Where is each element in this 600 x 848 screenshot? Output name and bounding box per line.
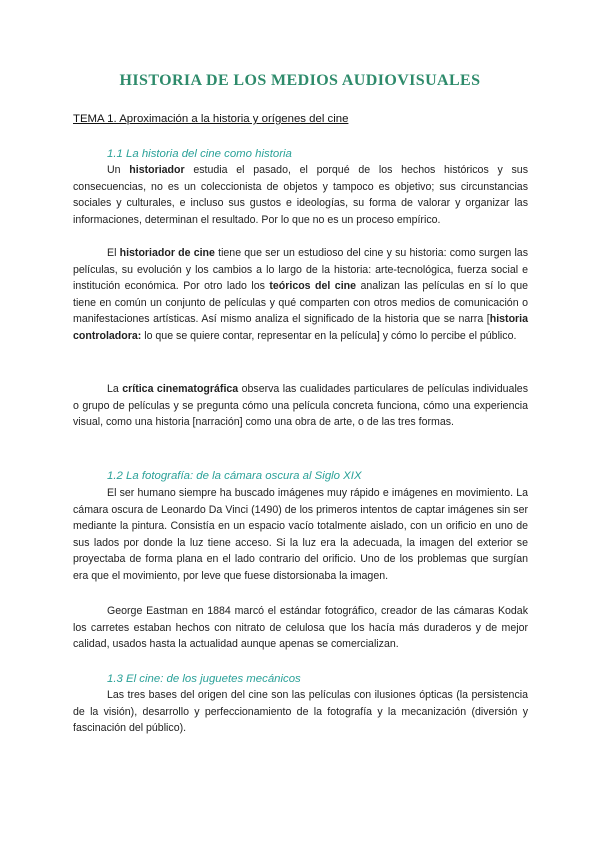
paragraph-historiador <box>73 162 528 228</box>
text-run: observa las cualidades particulares de películas individuales o grupo de películas y se pregunta cómo una película concreta funciona, cómo una experiencia visual, como una historia [narración] como una obra de arte, o de las tres formas. <box>73 383 528 428</box>
paragraph-historiador-cine <box>73 245 528 344</box>
bold-term: teóricos del cine <box>269 280 356 292</box>
topic-heading: TEMA 1. Aproximación a la historia y orígenes del cine <box>73 113 349 125</box>
section-heading-1-2: 1.2 La fotografía: de la cámara oscura al Siglo XIX <box>107 470 362 482</box>
text-run: El <box>107 247 120 259</box>
bold-term: historiador de cine <box>119 247 215 259</box>
section-heading-1-1: 1.1 La historia del cine como historia <box>107 148 292 160</box>
bold-term: crítica cinematográfica <box>122 383 239 395</box>
paragraph-critica <box>73 381 528 431</box>
paragraph-camara-oscura: El ser humano siempre ha buscado imágenes muy rápido e imágenes en movimiento. La cámara oscura de Leonardo Da Vinci (1490) de los primeros intentos de captar imágenes sin ser mediante la pintura. Consistía en un espacio vacío totalmente aislado, con un orificio en uno de sus lados por donde la luz tiene acceso. Si la luz era la adecuada, la imagen del exterior se proyectaba de forma plana en el lado contrario del orificio. Uno de los problemas que surgían era que el movimiento, por leve que fuese distorsionaba la imagen. <box>73 487 528 582</box>
document-title: HISTORIA DE LOS MEDIOS AUDIOVISUALES <box>119 72 481 89</box>
text-run: La <box>107 383 123 395</box>
text-run: analizan las películas en sí lo que tiene en común un conjunto de películas y qué comparten con otros medios de comunicación o manifestaciones artísticas. Así mismo analiza el significado de la historia que se narra [ <box>73 280 528 325</box>
bold-term: historia controladora: <box>73 313 528 342</box>
paragraph-bases-cine: Las tres bases del origen del cine son las películas con ilusiones ópticas (la persistencia de la visión), desarrollo y perfeccionamiento de la fotografía y la mecanización (diversión y fascinación del público). <box>73 689 528 734</box>
text-run: lo que se quiere contar, representar en la película] y cómo lo percibe el público. <box>141 329 517 342</box>
text-run: Un <box>107 164 130 176</box>
section-heading-1-3: 1.3 El cine: de los juguetes mecánicos <box>107 673 301 685</box>
paragraph-eastman: George Eastman en 1884 marcó el estándar fotográfico, creador de las cámaras Kodak los carretes estaban hechos con nitrato de celulosa que los hacía más duraderos y de mejor calidad, usados hasta la actualidad aunque apenas se comercializan. <box>73 605 528 650</box>
bold-term: historiador <box>129 164 185 176</box>
text-run: tiene que ser un estudioso del cine y su historia: como surgen las películas, su evolución y los cambios a lo largo de la historia: arte-tecnológica, fuerza social e institución económica. Por otro lado los <box>73 247 528 292</box>
text-run: estudia el pasado, el porqué de los hechos históricos y sus consecuencias, no es un coleccionista de objetos y tampoco es objetivo; sus circunstancias sociales y culturales, e incluso sus gustos e ideologías, su forma de valorar y organizar las informaciones, determinan el resultado. Por lo que no es un proceso empírico. <box>73 164 528 226</box>
